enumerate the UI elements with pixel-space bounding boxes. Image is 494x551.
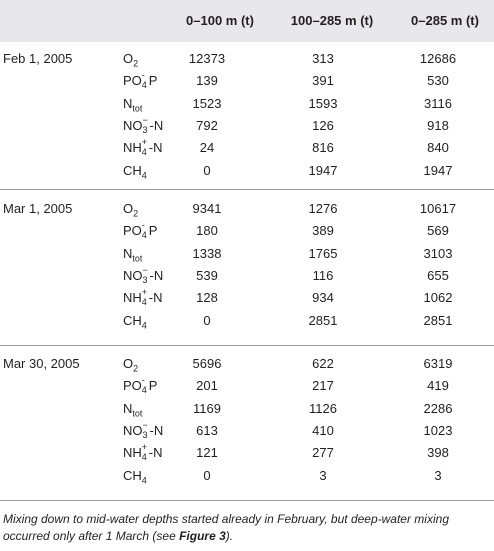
table-row: [0, 114, 494, 139]
cell-v2: 3: [319, 467, 327, 483]
cell-v3: 10617: [419, 201, 457, 216]
cell-v1: 613: [196, 422, 218, 438]
block-divider: [0, 500, 494, 501]
cell-v3: 6319: [423, 356, 453, 371]
row-parameter: $N_{tot}$: [123, 95, 143, 114]
table-row: [0, 72, 494, 94]
cell-v3: 530: [427, 73, 449, 89]
table-row: [0, 419, 494, 444]
cell-v2: 1593: [308, 95, 338, 111]
row-parameter: PO - 4 P: [123, 70, 158, 91]
cell-v1: 0: [203, 312, 211, 328]
table-row: [0, 245, 494, 267]
cell-v1: 0: [203, 162, 211, 178]
cell-v2: 816: [312, 140, 334, 156]
header-col-0-285m: 0–285 m (t): [411, 13, 479, 28]
cell-v2: 126: [312, 117, 334, 133]
footnote-text-end: ).: [225, 529, 234, 543]
cell-v1: 0: [203, 467, 211, 483]
row-parameter: $O_2$: [123, 201, 139, 219]
cell-v2: 410: [312, 422, 334, 438]
row-parameter: $CH_4$: [123, 312, 147, 331]
table-row: [0, 222, 494, 244]
cell-v1: 121: [196, 445, 218, 461]
cell-v2: 1126: [309, 400, 337, 416]
header-col-100-285m: 100–285 m (t): [290, 13, 374, 28]
cell-v3: 3103: [423, 245, 453, 261]
block-date: Mar 30, 2005: [3, 356, 80, 371]
cell-v1: 539: [196, 267, 218, 283]
cell-v2: 622: [312, 356, 334, 371]
cell-v3: 3116: [424, 95, 452, 111]
cell-v1: 180: [196, 223, 218, 239]
cell-v2: 116: [312, 267, 334, 283]
block-divider: [0, 345, 494, 346]
row-parameter: $N_{tot}$: [123, 400, 143, 419]
cell-v1: 792: [196, 117, 218, 133]
cell-v3: 655: [427, 267, 449, 283]
table-row: [0, 264, 494, 289]
cell-v3: 3: [434, 467, 442, 483]
cell-v1: 1523: [192, 95, 222, 111]
table-row: [0, 162, 494, 184]
table-row: [0, 377, 494, 399]
row-parameter: NH + 4 -N: [123, 442, 163, 463]
cell-v2: 1947: [308, 162, 338, 178]
table-row: [0, 400, 494, 422]
row-parameter: PO - 4 P: [123, 220, 158, 241]
header-col-0-100m: 0–100 m (t): [186, 13, 254, 28]
cell-v1: 12373: [188, 51, 226, 66]
block-divider: [0, 189, 494, 190]
cell-v1: 139: [196, 73, 218, 89]
cell-v1: 9341: [192, 201, 222, 216]
cell-v2: 217: [312, 378, 334, 394]
cell-v3: 918: [427, 117, 449, 133]
table-row: [0, 467, 494, 489]
cell-v3: 1023: [423, 422, 453, 438]
cell-v3: 2851: [423, 312, 453, 328]
cell-v1: 201: [196, 378, 218, 394]
row-parameter: $CH_4$: [123, 162, 147, 181]
table-row: [0, 355, 494, 377]
table-header: [0, 0, 494, 42]
footnote-text: Mixing down to mid-water depths started already in February, but deep-water mixing occurred only after 1 March (see: [3, 512, 449, 543]
row-parameter: $O_2$: [123, 356, 139, 374]
cell-v1: 5696: [192, 356, 222, 371]
footnote-figure-ref: Figure 3: [179, 529, 226, 543]
cell-v3: 1947: [423, 162, 453, 178]
cell-v2: 1276: [308, 201, 338, 216]
cell-v3: 569: [427, 223, 449, 239]
table-row: [0, 289, 494, 311]
cell-v2: 934: [312, 290, 334, 306]
cell-v2: 1765: [308, 245, 338, 261]
table-footnote: [3, 511, 491, 545]
table-row: [0, 444, 494, 466]
cell-v2: 391: [312, 73, 334, 89]
row-parameter: NO − 3 -N: [123, 114, 164, 135]
cell-v1: 128: [196, 290, 218, 306]
cell-v3: 12686: [419, 51, 457, 66]
cell-v3: 419: [427, 378, 449, 394]
table-row: [0, 95, 494, 117]
cell-v2: 389: [312, 223, 334, 239]
row-parameter: NH + 4 -N: [123, 137, 163, 158]
cell-v2: 313: [312, 51, 334, 66]
cell-v2: 277: [312, 445, 334, 461]
row-parameter: $CH_4$: [123, 467, 147, 486]
cell-v1: 1169: [193, 400, 221, 416]
cell-v3: 2286: [423, 400, 453, 416]
block-date: Mar 1, 2005: [3, 201, 73, 216]
block-date: Feb 1, 2005: [3, 51, 73, 66]
row-parameter: NO − 3 -N: [123, 419, 164, 440]
cell-v3: 840: [427, 140, 449, 156]
cell-v3: 1062: [423, 290, 453, 306]
table-row: [0, 312, 494, 334]
cell-v1: 24: [199, 140, 215, 156]
row-parameter: $O_2$: [123, 51, 139, 69]
row-parameter: $N_{tot}$: [123, 245, 143, 264]
table-row: [0, 139, 494, 161]
row-parameter: NO − 3 -N: [123, 264, 164, 285]
table-row: [0, 50, 494, 72]
row-parameter: NH + 4 -N: [123, 287, 163, 308]
cell-v1: 1338: [192, 245, 222, 261]
cell-v3: 398: [427, 445, 449, 461]
table-row: [0, 200, 494, 222]
row-parameter: PO - 4 P: [123, 375, 158, 396]
cell-v2: 2851: [308, 312, 338, 328]
